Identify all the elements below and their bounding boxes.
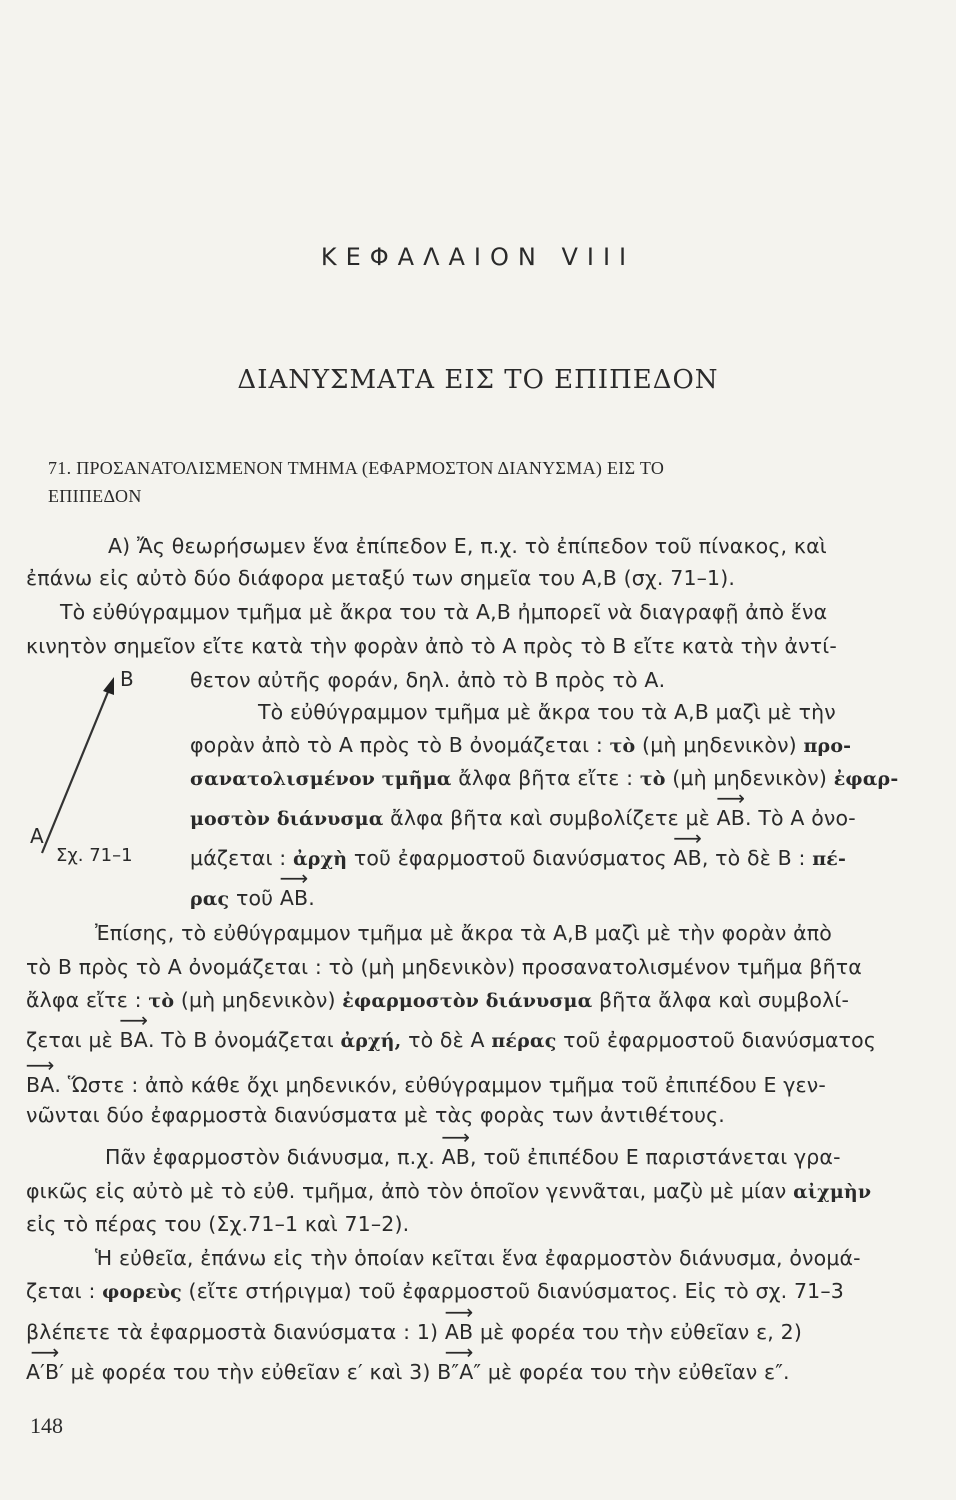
text-run: φορὰν ἀπὸ τὸ Α πρὸς τὸ Β ὀνομάζεται : [190,733,603,757]
arrowhead-icon [103,677,114,695]
paragraph-line: Ἐπίσης, τὸ εὐθύγραμμον τμῆμα μὲ ἄκρα τὰ Α,Β μαζὶ μὲ τὴν φορὰν ἀπὸ [95,921,832,945]
paragraph-line [190,768,898,789]
paragraph-line: Ἡ εὐθεῖα, ἐπάνω εἰς τὴν ὁποίαν κεῖται ἕνα ἐφαρμοστὸν διάνυσμα, ὀνομά- [95,1246,861,1270]
text-run: μὲ φορέα του τὴν εὐθεῖαν ε′ καὶ 3) [70,1360,431,1384]
point-a-label: A [30,824,44,848]
text-run: . Ὥστε : ἀπὸ κάθε ὄχι μηδενικόν, εὐθύγραμμον τμῆμα τοῦ ἐπιπέδου Ε γεν- [54,1073,826,1097]
paragraph-line: εἰς τὸ πέρας του (Σχ.71–1 καὶ 71–2). [26,1212,410,1236]
text-run: τοῦ [235,886,274,910]
paragraph-line: Τὸ εὐθύγραμμον τμῆμα μὲ ἄκρα του τὰ Α,Β ἠμπορεῖ νὰ διαγραφῇ ἀπὸ ἕνα [60,600,828,624]
text-run: , τοῦ ἐπιπέδου Ε παριστάνεται γρα- [469,1145,841,1169]
chapter-heading: ΚΕΦΑΛΑΙΟΝ VIII [320,243,636,271]
paragraph-line [26,1362,790,1383]
emphasis: σανατολισμένον τμῆμα [190,768,452,790]
paragraph-line: νῶνται δύο ἐφαρμοστὰ διανύσματα μὲ τὰς φορὰς των ἀντιθέτους. [26,1103,725,1127]
paragraph-line [26,1030,876,1051]
emphasis: πέ- [812,848,847,870]
text-run: τοῦ ἐφαρμοστοῦ διανύσματος [563,1028,876,1052]
vector-symbol: ⟶ ΑΒ [280,888,308,909]
point-b-label: B [120,667,134,691]
vector-figure [30,665,160,865]
text-run: μὲ φορέα του τὴν εὐθεῖαν ε″. [487,1360,790,1384]
emphasis: τὸ [639,768,666,790]
paragraph-line: Τὸ εὐθύγραμμον τμῆμα μὲ ἄκρα του τὰ Α,Β μαζὶ μὲ τὴν [258,700,836,724]
paragraph-line [190,735,851,756]
paragraph-line [105,1147,841,1168]
text-run: Πᾶν ἐφαρμοστὸν διάνυσμα, π.χ. [105,1145,435,1169]
text-run: βῆτα ἄλφα καὶ συμβολί- [599,988,850,1012]
text-run: (μὴ μηδενικὸν) [672,766,828,790]
text-run: , τὸ δὲ Β : [701,846,806,870]
text-run: (εἴτε στήριγμα) τοῦ ἐφαρμοστοῦ διανύσματος. Εἰς τὸ σχ. 71–3 [188,1279,844,1303]
vector-symbol: ⟶ ΒΑ [120,1030,148,1051]
text-run: . Τὸ Α ὀνο- [745,806,856,830]
emphasis: τὸ [148,990,175,1012]
emphasis: ἐφαρμοστὸν διάνυσμα [342,990,593,1012]
paragraph-line: Α) Ἄς θεωρήσωμεν ἕνα ἐπίπεδον Ε, π.χ. τὸ ἐπίπεδον τοῦ πίνακος, καὶ [108,534,827,558]
text-run: μὲ φορέα του τὴν εὐθεῖαν ε, 2) [479,1320,802,1344]
text-run: φικῶς εἰς αὐτὸ μὲ τὸ εὐθ. τμῆμα, ἀπὸ τὸν ὁποῖον γεννᾶται, μαζὺ μὲ μίαν [26,1179,787,1203]
paragraph-line: θετον αὐτῆς φοράν, δηλ. ἀπὸ τὸ Β πρὸς τὸ Α. [190,668,666,692]
emphasis: ἀρχὴ [293,848,348,870]
text-run: ζεται : [26,1279,96,1303]
emphasis: μοστὸν διάνυσμα [190,808,384,830]
text-run: ἄλφα βῆτα εἴτε : [458,766,634,790]
vector-symbol: ⟶ ΑΒ [442,1147,470,1168]
vector-symbol: ⟶ Β″Α″ [437,1362,481,1383]
text-run: ἄλφα εἴτε : [26,988,142,1012]
vector-symbol: ⟶ ΑΒ [673,848,701,869]
section-heading-line1: 71. ΠΡΟΣΑΝΑΤΟΛΙΣΜΕΝΟΝ ΤΜΗΜΑ (ΕΦΑΡΜΟΣΤΟΝ ΔΙΑΝΥΣΜΑ) ΕΙΣ ΤΟ [48,458,665,478]
text-run: . Τὸ Β ὀνομάζεται [147,1028,334,1052]
text-run: βλέπετε τὰ ἐφαρμοστὰ διανύσματα : 1) [26,1320,439,1344]
text-run: μάζεται : [190,846,287,870]
vector-symbol: ⟶ ΑΒ [717,808,745,829]
emphasis: πέρας [491,1030,557,1052]
paragraph-line [26,1075,826,1096]
text-run: ἄλφα βῆτα καὶ συμβολίζετε μὲ [390,806,710,830]
text-run: τοῦ ἐφαρμοστοῦ διανύσματος [353,846,667,870]
figure-caption: Σχ. 71–1 [56,845,133,865]
paragraph-line [26,1281,844,1302]
text-run: (μὴ μηδενικὸν) [642,733,797,757]
emphasis: ἐφαρ- [833,768,899,790]
chapter-title: ΔΙΑΝΥΣΜΑΤΑ ΕΙΣ ΤΟ ΕΠΙΠΕΔΟΝ [237,365,719,395]
vector-symbol: ⟶ Α′Β′ [26,1362,64,1383]
emphasis: ἀρχή, [340,1030,402,1052]
emphasis: προ- [803,735,852,757]
paragraph-line [26,1181,871,1202]
emphasis: ρας [190,888,230,910]
vector-symbol: ⟶ ΑΒ [445,1322,473,1343]
paragraph-line [26,990,849,1011]
vector-symbol: ⟶ ΒΑ [26,1075,54,1096]
emphasis: τὸ [609,735,636,757]
text-run: . [308,886,315,910]
text-run: (μὴ μηδενικὸν) [180,988,336,1012]
paragraph-line: κινητὸν σημεῖον εἴτε κατὰ τὴν φορὰν ἀπὸ τὸ Α πρὸς τὸ Β εἴτε κατὰ τὴν ἀντί- [26,634,837,658]
emphasis: φορεὺς [102,1281,182,1303]
vector-ab-line [42,687,110,853]
section-heading-line2: ΕΠΙΠΕΔΟΝ [48,486,142,506]
paragraph-line: ἐπάνω εἰς αὐτὸ δύο διάφορα μεταξύ των σημεῖα του Α,Β (σχ. 71–1). [26,566,736,590]
paragraph-line: τὸ Β πρὸς τὸ Α ὀνομάζεται : τὸ (μὴ μηδενικὸν) προσανατολισμένον τμῆμα βῆτα [26,955,862,979]
text-run: τὸ δὲ Α [408,1028,485,1052]
paragraph-line [26,1322,802,1343]
text-run: ζεται μὲ [26,1028,113,1052]
page-number: 148 [30,1413,63,1438]
paragraph-line [190,808,856,829]
emphasis: αἰχμὴν [793,1181,872,1203]
paragraph-line [190,888,315,909]
